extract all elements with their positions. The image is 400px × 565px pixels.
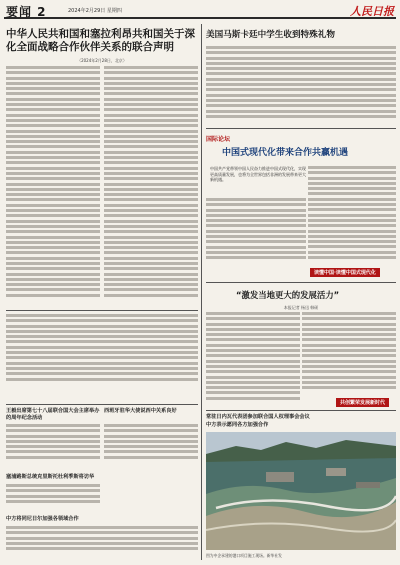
lead-body-col-1 xyxy=(6,66,100,306)
brief-headline-2[interactable]: 中方表示愿同各方加强合作 xyxy=(206,422,269,428)
divider xyxy=(206,128,396,129)
coastline-photo xyxy=(206,432,396,550)
lead-headline[interactable]: 中华人民共和国和塞拉利昂共和国关于深化全面战略合作伙伴关系的联合声明 xyxy=(6,28,195,54)
quote-byline: 本报记者 杨迅 韩硕 xyxy=(283,305,319,310)
column-dek: 中国共产党带领中国人民奋力推进中国式现代化，实现更高质量发展，也将为全世界包括非洲的发展带来更大新机遇。 xyxy=(210,166,306,183)
news-body-2 xyxy=(104,424,198,462)
paper-logo: 人民日报 xyxy=(350,5,394,18)
right-top-headline[interactable]: 美国马斯卡廷中学生收到特殊礼物 xyxy=(206,30,335,40)
divider xyxy=(206,410,396,411)
column-body xyxy=(308,166,396,266)
news-headline-4[interactable]: 中方将同尼日尔加强各领域合作 xyxy=(6,516,79,522)
issue-date: 2024年2月29日 星期四 xyxy=(68,8,122,14)
news-body-1 xyxy=(6,424,100,462)
photo-caption: 图为中企承建的港口项目施工现场。新华社发 xyxy=(206,553,282,558)
news-body-3 xyxy=(6,484,100,510)
column-headline[interactable]: 中国式现代化带来合作共赢机遇 xyxy=(222,148,349,158)
news-headline-3[interactable]: 塞浦路斯总统克里斯托杜利季斯将访华 xyxy=(6,474,95,480)
divider xyxy=(6,404,198,405)
quote-body-2 xyxy=(302,312,396,396)
news-photo xyxy=(206,432,396,550)
lead-continued xyxy=(6,314,198,386)
quote-body-1 xyxy=(206,312,300,408)
section-label: 要闻 2 xyxy=(6,5,47,19)
lead-body-col-2 xyxy=(104,66,198,306)
column-body-2 xyxy=(206,198,306,266)
news-headline-2[interactable]: 西班牙驻华大使说西中关系良好 xyxy=(104,408,177,414)
divider xyxy=(206,282,396,283)
brief-headline-1[interactable]: 常驻日内瓦代表团参加联合国人权理事会会议 xyxy=(206,414,310,420)
right-top-body xyxy=(206,46,396,124)
lead-byline: （2024年2月28日，北京） xyxy=(77,58,127,63)
news-headline-1[interactable]: 王毅出席第七十八届联合国大会主席举办的周年纪念活动 xyxy=(6,408,100,421)
column-banner: 读懂中国·读懂中国式现代化 xyxy=(310,268,380,277)
quote-banner: 共创繁荣发展新时代 xyxy=(336,398,389,407)
masthead xyxy=(4,3,396,19)
column-tag: 国际论坛 xyxy=(206,136,231,143)
news-body-4 xyxy=(6,526,198,560)
column-rule xyxy=(201,24,202,560)
quote-headline[interactable]: “激发当地更大的发展活力” xyxy=(236,290,340,300)
divider xyxy=(6,310,198,311)
